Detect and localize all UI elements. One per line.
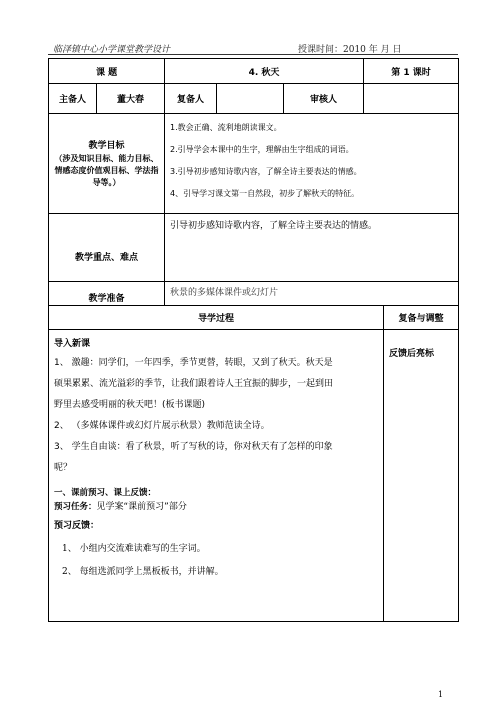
intro-line: 野里去感受明丽的秋天吧！(板书课题) [54,400,206,410]
topic-label: 课 题 [49,59,165,84]
objectives-row [49,114,459,214]
intro-line: 2、 （多媒体课件或幻灯片展示秋景）教师范读全诗。 [54,421,270,431]
review-label: 审核人 [284,84,364,114]
review-adjust-title: 复备与调整 [384,306,459,330]
lead-label: 主备人 [49,84,97,114]
lead-value: 董大春 [97,84,165,114]
prep-row [49,282,459,306]
objective-item: 4、引导学习课文第一自然段，初步了解秋天的特征。 [170,189,360,198]
process-title: 导学过程 [49,306,384,330]
intro-line: 硕果累累、流光溢彩的季节，让我们跟着诗人王宜振的脚步，一起到田 [54,379,334,389]
intro-line: 呢？ [54,463,73,473]
intro-line: 3、 学生自由谈：看了秋景，听了写秋的诗，你对秋天有了怎样的印象 [54,442,333,452]
process-body [49,330,384,622]
topic-value: 4. 秋天 [165,59,364,84]
people-row [49,84,459,114]
header-divider [48,54,458,55]
task-text: 见学案“课前预习”部分 [96,502,187,512]
process-body-row [49,330,459,622]
review-value [364,84,459,114]
intro-line: 1、 激趣：同学们，一年四季，季节更替，转眼，又到了秋天。秋天是 [54,358,333,368]
task-label: 预习任务： [54,502,97,512]
school-title: 临泽镇中心小学课堂教学设计 [53,45,171,55]
period-label: 第 1 课时 [364,59,459,84]
process-title-row [49,306,459,330]
review-note: 反馈后亮标 [389,349,435,359]
section1-head: 一、课前预习、课上反馈： [54,488,157,498]
prep-text: 秋景的多媒体课件或幻灯片 [165,282,459,306]
review-column [384,330,459,622]
feedback-item: 1、 小组内交流难读难写的生字词。 [62,544,206,554]
lesson-plan-table [48,58,459,622]
co-value [217,84,284,114]
key-points-label: 教学重点、难点 [49,214,165,282]
objective-item: 2.引导学会本课中的生字，理解由生字组成的词语。 [170,145,354,154]
objectives-sub: （涉及知识目标、能力目标、情感态度价值观目标、学法指导等。） [54,154,159,187]
key-points-text: 引导初步感知诗歌内容，了解全诗主要表达的情感。 [165,214,459,282]
intro-head: 导入新课 [54,339,91,349]
objectives-label: 教学目标 [88,141,125,151]
co-label: 复备人 [165,84,217,114]
objective-item: 3.引导初步感知诗歌内容，了解全诗主要表达的情感。 [170,167,362,176]
task-line [54,499,378,512]
page-number: 1 [438,690,444,699]
feedback-item: 2、 每组选派同学上黑板板书，并讲解。 [62,567,224,577]
objectives-label-cell [49,114,165,214]
key-points-row [49,214,459,282]
objectives-list [165,114,459,214]
objective-item: 1.教会正确、流利地朗读课文。 [170,123,282,132]
class-time: 授课时间：2010 年 月 日 [298,45,402,55]
topic-row [49,59,459,84]
feedback-head: 预习反馈： [54,521,100,531]
prep-label: 教学准备 [49,282,165,306]
